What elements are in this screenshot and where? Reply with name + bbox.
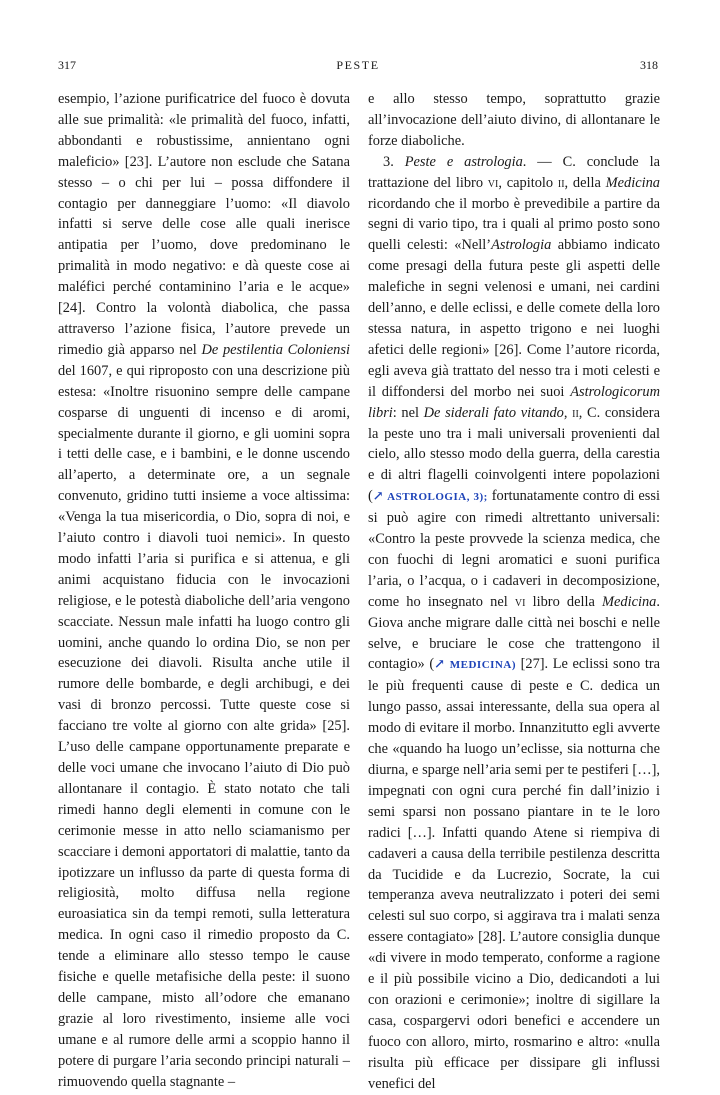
text-run: abbiamo indicato come presagi della futura peste gli aspetti delle malefiche in segni velenosi e umani, nei cardini dell’anno, e delle eclissi, e delle comete della loro stessa natura, in aspetto trigono e nei luoghi afetici delle regioni» [26]. Come l’autore ricorda, egli aveva già trattato del nesso tra i moti celesti e il diffondersi del morbo nei suoi	[368, 237, 660, 400]
left-paragraph	[58, 89, 350, 1093]
cross-reference-label: ASTROLOGIA, 3);	[387, 491, 488, 504]
text-run: . Giova anche migrare dalle città nei boschi e nelle selve, e bruciare le cose che trattengono il contagio» (	[368, 593, 660, 673]
text-run: [27]. Le eclissi sono tra le più frequenti cause di peste e C. dedica un lungo passo, assai interessante, della sua opera al modo di evitare il morbo. Innanzitutto egli avverte che «quando ha luogo un’eclisse, sia notturna che diurna, e sparge nell’aria semi per te pestiferi […], impegnati con ogni cura perché fin dall’inizio i semi sparsi non possano piantare in te le loro radici […]. Infatti quando Atene si riempiva di cadaveri a causa della terribile pestilenza descritta da Tucidide e da Lucrezio, Socrate, la cui temperanza aveva neutralizzato i poteri dei semi celesti sul suo corpo, si aggirava tra i malati senza essere contagiato» [28]. L’autore consiglia dunque «di vivere in modo temperato, conforme a ragione e il più possibile vicino a Dio, dedicandoti a lui con orazioni e cerimonie»; inoltre di sigillare la casa, cospargervi odori benefici e accendere un fuoco con alloro, mirto, rosmarino e altro: «nulla risulta più efficace per dissipare gli influssi venefici del	[368, 656, 660, 1092]
roman-numeral: vi	[487, 174, 499, 191]
roman-numeral: vi	[514, 593, 526, 610]
roman-numeral: ii	[557, 174, 565, 191]
text-run: ,	[563, 404, 573, 421]
cross-reference-astrologia-link[interactable]	[372, 488, 488, 504]
page-number-right: 318	[640, 58, 658, 72]
running-title: PESTE	[336, 58, 380, 72]
work-title: Medicina	[605, 174, 660, 191]
text-run: ricordando che il morbo è prevedibile a partire da segni di vario tipo, tra i quali al primo posto sono quelli celesti: «Nell’	[368, 195, 660, 254]
section-peste-e-astrologia	[368, 152, 660, 1095]
left-column	[58, 89, 350, 1093]
work-title: De siderali fato vitando	[423, 404, 564, 421]
page-number-left: 317	[58, 58, 76, 72]
text-run: , della	[564, 174, 606, 191]
work-title: De pestilentia Coloniensi	[201, 341, 350, 358]
roman-numeral: ii	[572, 404, 579, 421]
text-run: libro della	[525, 593, 603, 610]
section-number: 3.	[383, 153, 405, 170]
section-heading: Peste e astrologia	[404, 153, 523, 170]
text-run: : nel	[392, 404, 424, 421]
text-run: . — C. conclude la trattazione del libro	[368, 153, 661, 191]
work-title: Medicina	[602, 593, 657, 610]
arrow-northeast-icon: ↗	[434, 656, 446, 672]
text-run: esempio, l’azione purificatrice del fuoco è dovuta alle sue primalità: «le primalità del fuoco, infatti, abbondanti e robustissime, annientano ogni maleficio» [23]. L’autore non esclude che Satana stesso – o chi per lui – possa diffondere il contagio per danneggiare l’uomo: «Il diavolo infatti si serve delle cose alle quali inerisce antipatia per l’uomo, dove predominano le primalità in modo negativo: e dà queste cose ai maléfici perché contaminino l’aria e le acque» [24]. Contro la volontà diabolica, che passa attraverso l’azione fisica, l’autore prevede un rimedio già apparso nel	[58, 91, 350, 358]
running-header	[58, 58, 658, 78]
text-run: del 1607, e qui riproposto con una descrizione più estesa: «Inoltre risuonino sempre delle campane cosparse di unguenti di incenso e di aromi, specialmente durante il giorno, e gli uomini sopra i tetti delle case, e i bambini, e le donne uscendo all’aperto, a determinate ore, a un segnale convenuto, gridino tutti insieme a voce altissima: «Venga la tua misericordia, o Dio, sopra di noi, e l’aiuto contro i diavoli tuoi nemici». In questo modo infatti l’aria si purifica e si attenua, e gli animi acquistano fiducia con le invocazioni religiose, e le potestà diaboliche dell’aria vengono scacciate. Nessun male infatti ha luogo contro gli uomini, anche quando lo ordina Dio, se non per esecuzione dei diavoli. Risulta anche utile il rumore delle bombarde, e degli archibugi, e dei vasi di bronzo percossi. Tutte queste cose si facciano tre volte al giorno con alte grida» [25]. L’uso delle campane opportunamente preparate e delle voci umane che invocano l’aiuto di Dio può allontanare il contagio. È stato notato che tali rimedi hanno degli elementi in comune con le cerimonie messe in atto nello sciamanismo per scacciare i demoni apportatori di malattie, tanto da ipotizzare un influsso da parte di questa forma di religiosità, molto diffusa nella regione euroasiatica sin da tempi remoti, sulla letteratura medica. In ogni caso il rimedio proposto da C. tende a eliminare allo stesso tempo le cause fisiche e quelle metafisiche della peste: il suono delle campane, misto all’odore che emanano grazie al loro rivestimento, insieme alle voci umane e al rumore delle armi a scoppio hanno il potere di purgare l’aria secondo principi naturali – rimuovendo quella stagnante –	[58, 362, 350, 1090]
work-title: Astrologicorum libri	[368, 383, 660, 421]
arrow-northeast-icon: ↗	[372, 488, 385, 504]
cross-reference-medicina-link[interactable]	[434, 656, 516, 672]
right-column	[368, 89, 660, 1095]
text-run: , C. considera la peste uno tra i mali universali provenienti dal cielo, allo stesso modo della guerra, della carestia e di altri flagelli coinvolgenti intere popolazioni (	[368, 404, 660, 505]
text-run: fortunatamente contro di essi si può agire con rimedi altrettanto universali: «Contro la peste provvede la scienza medica, che con fuochi di legni aromatici e suoni purifica l’aria, o l’acqua, o i cadaveri in decomposizione, come ho insegnato nel	[368, 488, 660, 610]
work-title: Astrologia	[491, 237, 552, 254]
text-run: , capitolo	[498, 174, 558, 191]
cross-reference-label: MEDICINA)	[449, 659, 516, 672]
right-paragraph-continuation: e allo stesso tempo, soprattutto grazie all’invocazione dell’aiuto divino, di allontanare le forze diaboliche.	[368, 91, 660, 149]
